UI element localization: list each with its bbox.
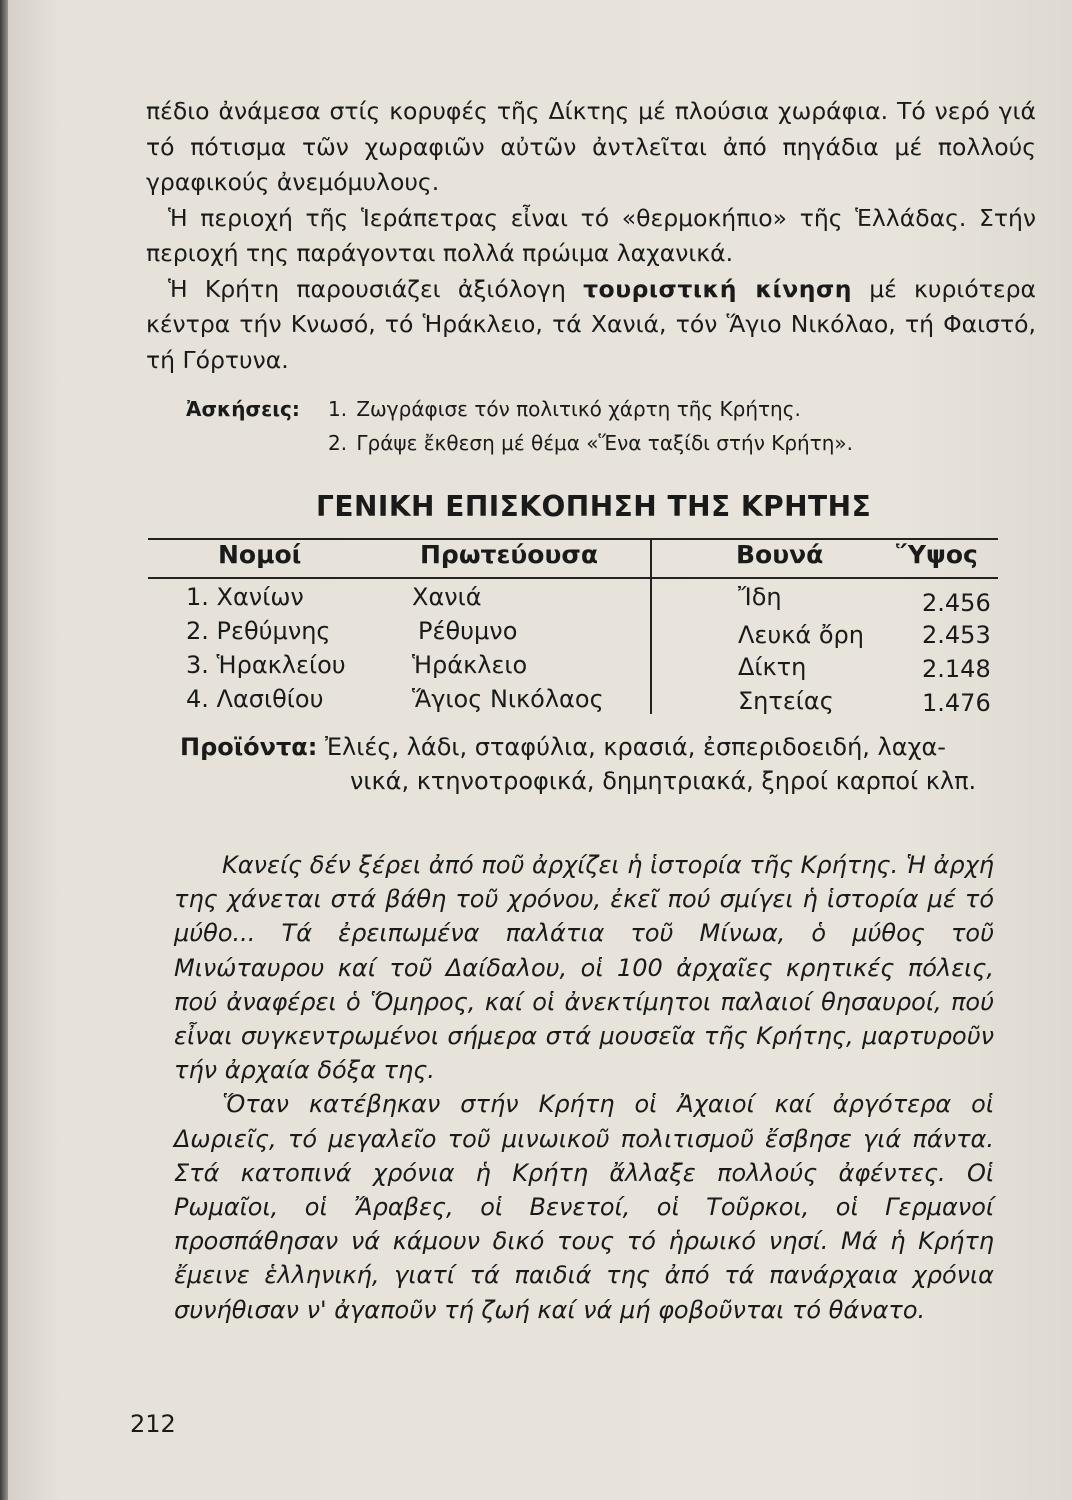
table-cell-mountain: Δίκτη [738, 653, 807, 681]
exercise-number: 1. [328, 397, 348, 421]
products [180, 730, 1040, 798]
table-header-rule [148, 577, 998, 579]
products-line-2: νικά, κτηνοτροφικά, δημητριακά, ξηροί καρποί κλπ. [350, 767, 977, 795]
exercise-row-1 [186, 392, 853, 426]
exercise-text: Γράψε ἔκθεση μέ θέμα «Ἕνα ταξίδι στήν Κρήτη». [356, 431, 854, 455]
products-label: Προϊόντα: [180, 733, 318, 761]
exercise-number: 2. [328, 431, 348, 455]
table-cell-height: 2.456 [922, 589, 991, 617]
table-column-divider [650, 538, 652, 714]
table-cell-nomos: 1. Χανίων [186, 583, 304, 611]
intro-text [146, 94, 1036, 378]
table-cell-height: 2.453 [922, 621, 991, 649]
header-mountains: Βουνά [736, 540, 824, 569]
table-cell-capital: Ἅγιος Νικόλαος [412, 685, 604, 713]
intro-paragraph-1: πέδιο ἀνάμεσα στίς κορυφές τῆς Δίκτης μέ πλούσια χωράφια. Τό νερό γιά τό πότισμα τῶν χωραφιῶν αὐτῶν ἀντλεῖται ἀπό πηγάδια μέ πολλούς γραφικούς ἀνεμόμυλους. [146, 97, 1036, 196]
table-cell-nomos: 4. Λασιθίου [186, 685, 324, 713]
table-cell-capital: Χανιά [412, 583, 482, 611]
table-cell-capital: Ἡράκλειο [412, 651, 528, 679]
quote-paragraph-1: Κανείς δέν ξέρει ἀπό ποῦ ἀρχίζει ἡ ἱστορία τῆς Κρήτης. Ἡ ἀρχή της χάνεται στά βάθη τοῦ χρόνου, ἐκεῖ πού σμίγει ἡ ἱστορία μέ τό μύθο... Τά ἐρειπωμένα παλάτια τοῦ Μίνωα, ὁ μύθος τοῦ Μινώταυρου καί τοῦ Δαίδαλου, οἱ 100 ἀρχαῖες κρητικές πόλεις, πού ἀναφέρει ὁ Ὅμηρος, καί οἱ ἀνεκτίμητοι παλαιοί θησαυροί, πού εἶναι συγκεντρωμένοι σήμερα στά μουσεῖα τῆς Κρήτης, μαρτυροῦν τήν ἀρχαία δόξα της. [174, 851, 994, 1085]
table-cell-mountain: Λευκά ὄρη [738, 621, 864, 649]
intro-paragraph-3-end: μέ κυριότερα κέντρα τήν Κνωσό, τό Ἡράκλειο, τά Χανιά, τόν Ἅγιο Νικόλαο, τή Φαιστό, τή Γόρτυνα. [146, 274, 1037, 374]
exercise-text: Ζωγράφισε τόν πολιτικό χάρτη τῆς Κρήτης. [356, 397, 801, 421]
header-capital: Πρωτεύουσα [420, 540, 599, 569]
table-title: ΓΕΝΙΚΗ ΕΠΙΣΚΟΠΗΣΗ ΤΗΣ ΚΡΗΤΗΣ [316, 490, 872, 523]
page-edge-shadow [0, 0, 8, 1500]
table-cell-mountain: Ἴδη [738, 583, 782, 611]
exercise-row-2 [186, 426, 853, 460]
intro-paragraph-3 [146, 272, 1036, 379]
table-cell-mountain: Σητείας [738, 687, 834, 715]
table-cell-height: 1.476 [922, 689, 991, 717]
header-nomoi: Νομοί [218, 540, 302, 569]
products-line-1: Ἐλιές, λάδι, σταφύλια, κρασιά, ἐσπεριδοειδή, λαχα- [324, 733, 946, 761]
history-quote [174, 848, 994, 1327]
table-cell-nomos: 2. Ρεθύμνης [186, 617, 331, 645]
exercises-label: Ἀσκήσεις: [186, 397, 300, 421]
tourism-highlight: τουριστική κίνηση [583, 274, 852, 303]
quote-paragraph-2: Ὅταν κατέβηκαν στήν Κρήτη οἱ Ἀχαιοί καί ἀργότερα οἱ Δωριεῖς, τό μεγαλεῖο τοῦ μινωικοῦ πολιτισμοῦ ἔσβησε γιά πάντα. Στά κατοπινά χρόνια ἡ Κρήτη ἄλλαξε πολλούς ἀφέντες. Οἱ Ρωμαῖοι, οἱ Ἄραβες, οἱ Βενετοί, οἱ Τοῦρκοι, οἱ Γερμανοί προσπάθησαν νά κάμουν δικό τους τό ἡρωικό νησί. Μά ἡ Κρήτη ἔμεινε ἑλληνική, γιατί τά παιδιά της ἀπό τά πανάρχαια χρόνια συνήθισαν ν' ἀγαποῦν τή ζωή καί νά μή φοβοῦνται τό θάνατο. [174, 1090, 994, 1324]
exercises [186, 392, 853, 460]
table-cell-nomos: 3. Ἡρακλείου [186, 651, 346, 679]
table-cell-height: 2.148 [922, 655, 991, 683]
header-height: Ὕψος [896, 540, 978, 569]
intro-paragraph-2: Ἡ περιοχή τῆς Ἱεράπετρας εἶναι τό «θερμοκήπιο» τῆς Ἑλλάδας. Στήν περιοχή της παράγονται πολλά πρώιμα λαχανικά. [146, 203, 1036, 267]
page-number: 212 [130, 1410, 176, 1438]
intro-paragraph-3-start: Ἡ Κρήτη παρουσιάζει ἀξιόλογη [168, 274, 584, 303]
table-cell-capital: Ρέθυμνο [418, 617, 518, 645]
